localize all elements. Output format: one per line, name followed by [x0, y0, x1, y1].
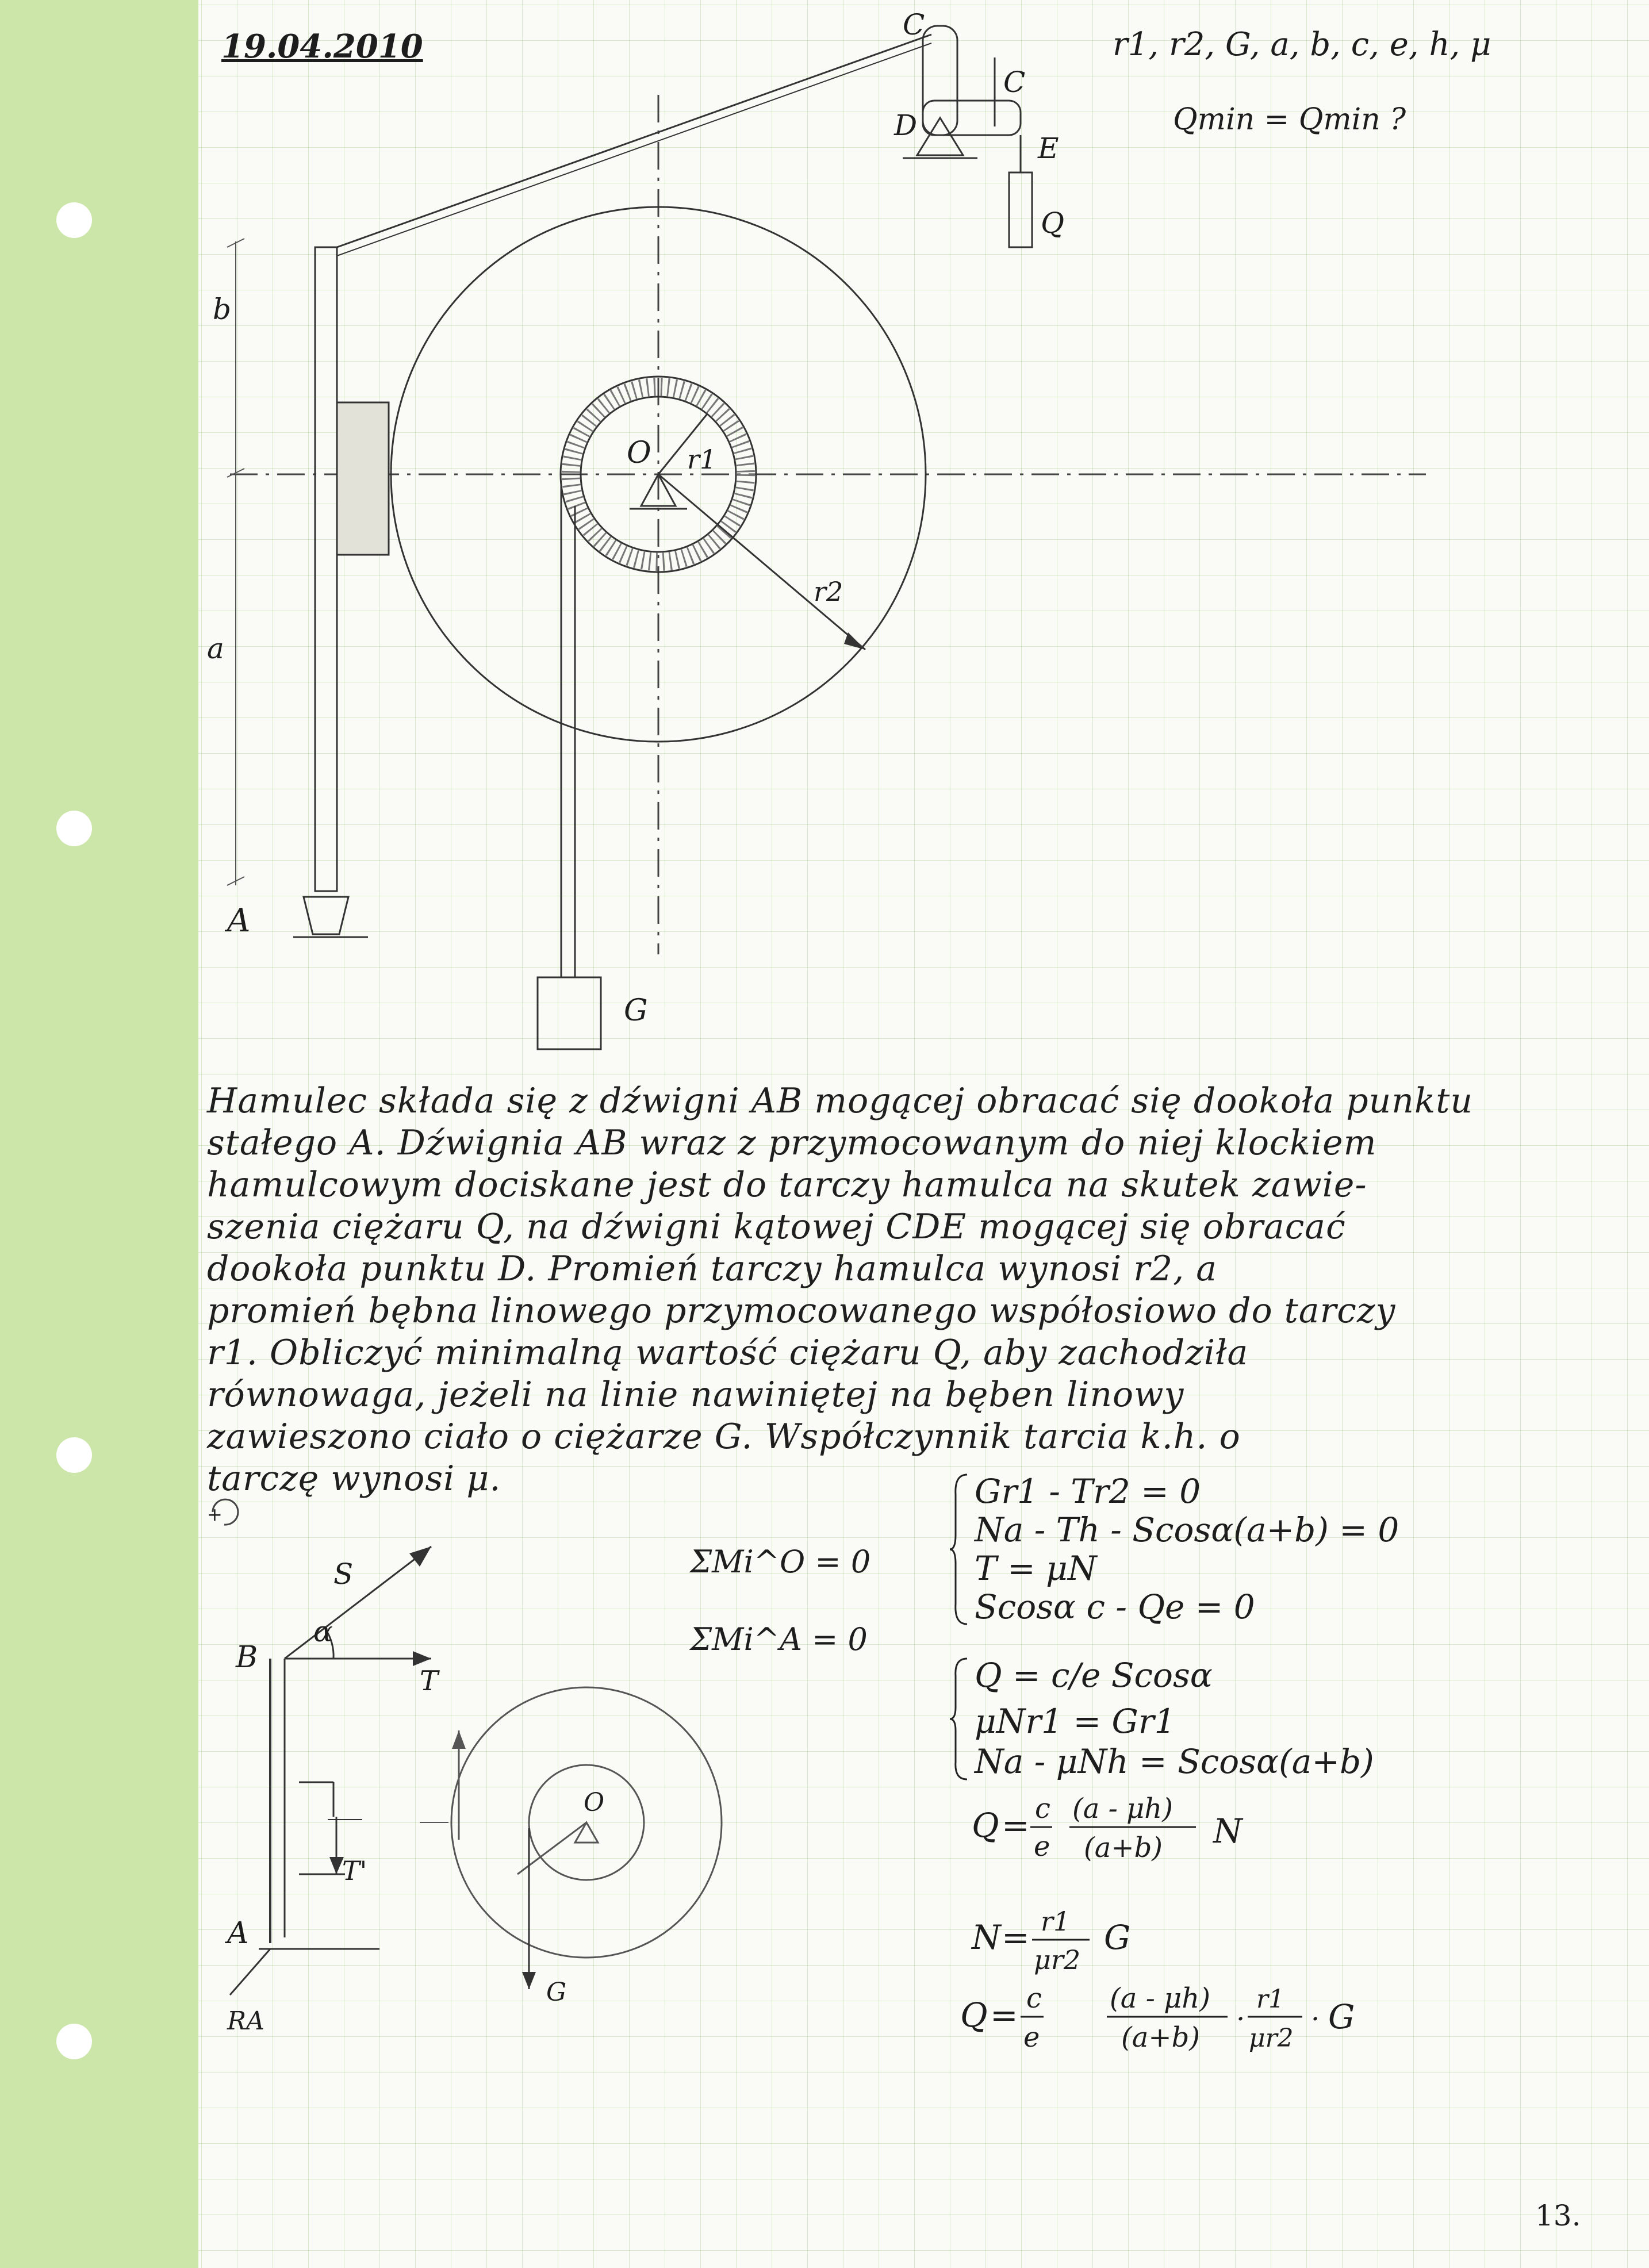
force-ra [230, 1949, 270, 1995]
svg-text:·: · [1236, 2003, 1245, 2035]
weight-g [538, 977, 601, 1049]
moment-eq-a: ΣMi^A = 0 [690, 1621, 868, 1657]
weight-q [1009, 172, 1032, 247]
label-d: D [894, 109, 918, 142]
label-a-point: A [227, 902, 251, 939]
problem-line: tarczę wynosi μ. [207, 1459, 501, 1499]
problem-line: Hamulec składa się z dźwigni AB mogącej obracać się dookoła punktu [207, 1081, 1474, 1121]
svg-text:·: · [1311, 2003, 1320, 2035]
brace-system2 [949, 1656, 972, 1782]
label-b: b [213, 293, 232, 326]
punch-hole [56, 2024, 92, 2059]
label-b: B [236, 1640, 258, 1675]
problem-line: szenia ciężaru Q, na dźwigni kątowej CDE mogącej się obracać [207, 1207, 1346, 1247]
r2-arrow [658, 474, 865, 650]
label-e: E [1038, 132, 1059, 165]
svg-text:=: = [1002, 1918, 1030, 1957]
label-c: C [903, 8, 925, 41]
label-o: O [584, 1788, 605, 1817]
svg-text:e: e [1034, 1830, 1050, 1863]
label-o: O [627, 436, 651, 470]
label-q: Q [1041, 206, 1064, 240]
moment-eq-o: ΣMi^O = 0 [690, 1544, 871, 1580]
brake-drawing [0, 0, 1649, 1092]
problem-line: równowaga, jeżeli na linie nawiniętej na bęben linowy [207, 1375, 1184, 1415]
label-a: a [207, 632, 224, 665]
problem-line: dookoła punktu D. Promień tarczy hamulca wynosi r2, a [207, 1249, 1218, 1289]
system2-eq: μNr1 = Gr1 [975, 1702, 1176, 1741]
label-r2: r2 [814, 576, 843, 607]
brake-shoe [337, 402, 389, 555]
free-body-diagram [195, 1483, 1058, 2058]
force-s [285, 1546, 431, 1659]
system1-eq: Na - Th - Scosα(a+b) = 0 [975, 1510, 1399, 1549]
svg-text:N: N [972, 1918, 1001, 1957]
problem-line: hamulcowym dociskane jest do tarczy hamulca na skutek zawie- [207, 1165, 1367, 1205]
problem-line: r1. Obliczyć minimalną wartość ciężaru Q, aby zachodziła [207, 1333, 1249, 1373]
svg-text:G: G [1328, 1997, 1355, 2036]
label-g: G [624, 993, 648, 1028]
sign-convention: + [207, 1503, 223, 1525]
system1-eq: Scosα c - Qe = 0 [975, 1587, 1255, 1626]
q-of-n-formula [966, 1771, 1368, 1886]
svg-text:(a - μh): (a - μh) [1072, 1793, 1173, 1825]
svg-text:μr2: μr2 [1249, 2024, 1294, 2053]
cable [337, 34, 931, 247]
label-ra: RA [227, 2006, 264, 2036]
label-g: G [546, 1978, 567, 2007]
label-s: S [333, 1557, 354, 1591]
svg-text:c: c [1035, 1793, 1050, 1825]
svg-text:μr2: μr2 [1034, 1944, 1081, 1975]
label-alpha: α [313, 1615, 333, 1648]
svg-text:(a+b): (a+b) [1084, 1832, 1163, 1864]
system2-eq: Q = c/e Scosα [975, 1656, 1213, 1695]
svg-text:N: N [1213, 1812, 1242, 1851]
label-a: A [227, 1916, 249, 1951]
unknown-query: Qmin = Qmin ? [1173, 102, 1406, 137]
svg-text:e: e [1023, 2021, 1040, 2054]
punch-hole [56, 1437, 92, 1473]
brace-system1 [949, 1472, 972, 1627]
final-q-formula [954, 1960, 1472, 2075]
system1-eq: Gr1 - Tr2 = 0 [975, 1472, 1201, 1511]
given-variables: r1, r2, G, a, b, c, e, h, μ [1113, 26, 1491, 63]
pivot-a [304, 897, 348, 934]
svg-text:c: c [1026, 1982, 1042, 2014]
svg-text:r1: r1 [1041, 1906, 1071, 1937]
problem-line: stałego A. Dźwignia AB wraz z przymocowanym do niej klockiem [207, 1123, 1377, 1163]
label-c-arm: C [1003, 66, 1026, 99]
page-number: 13. [1535, 2199, 1581, 2232]
svg-text:(a - μh): (a - μh) [1110, 1982, 1210, 2014]
lever-ab [315, 247, 337, 891]
svg-text:G: G [1104, 1918, 1131, 1957]
date: 19.04.2010 [221, 28, 423, 66]
pivot-d [917, 118, 963, 155]
label-r1: r1 [687, 444, 717, 475]
svg-text:Q: Q [972, 1806, 999, 1845]
label-t: T [420, 1665, 439, 1697]
system2-eq: Na - μNh = Scosα(a+b) [975, 1742, 1374, 1781]
system1-eq: T = μN [975, 1549, 1097, 1588]
problem-line: promień bębna linowego przymocowanego współosiowo do tarczy [207, 1291, 1396, 1331]
svg-text:Q: Q [960, 1995, 988, 2035]
svg-text:=: = [990, 1995, 1018, 2035]
svg-text:(a+b): (a+b) [1121, 2021, 1201, 2054]
problem-line: zawieszono ciało o ciężarze G. Współczynnik tarcia k.h. o [207, 1417, 1241, 1457]
svg-text:=: = [1002, 1806, 1030, 1845]
svg-text:r1: r1 [1256, 1985, 1285, 2014]
label-t-prime: T' [342, 1855, 367, 1886]
